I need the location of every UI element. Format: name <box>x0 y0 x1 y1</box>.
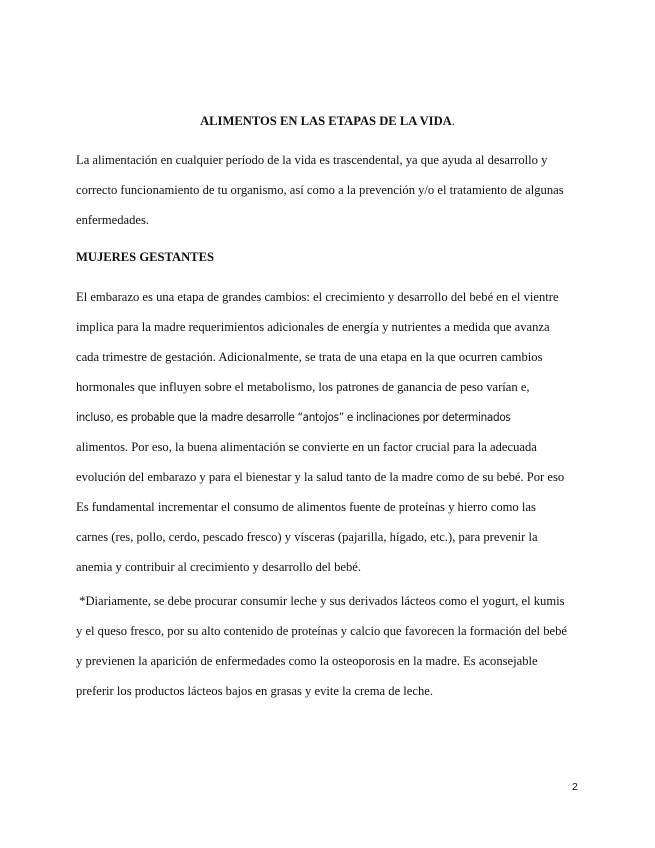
intro-line: enfermedades. <box>76 213 150 227</box>
dairy-paragraph <box>76 594 591 714</box>
intro-paragraph <box>76 153 591 243</box>
body-line: y el queso fresco, por su alto contenido de proteínas y calcio que favorecen la formación del bebé <box>76 624 567 638</box>
page-number: 2 <box>572 781 578 793</box>
body-line: El embarazo es una etapa de grandes cambios: el crecimiento y desarrollo del bebé en el vientre <box>76 290 559 304</box>
body-line: preferir los productos lácteos bajos en grasas y evite la crema de leche. <box>76 684 434 698</box>
body-line: Es fundamental incrementar el consumo de alimentos fuente de proteínas y hierro como las <box>76 500 536 514</box>
intro-line: La alimentación en cualquier período de la vida es trascendental, ya que ayuda al desarrollo y <box>76 153 548 167</box>
body-line: carnes (res, pollo, cerdo, pescado fresco) y vísceras (pajarilla, hígado, etc.), para prevenir la <box>76 530 538 544</box>
body-line: incluso, es probable que la madre desarrolle “antojos” e inclinaciones por determinados <box>76 410 511 424</box>
body-line: *Diariamente, se debe procurar consumir leche y sus derivados lácteos como el yogurt, el kumis <box>76 594 565 608</box>
document-title-text: ALIMENTOS EN LAS ETAPAS DE LA VIDA <box>200 114 452 128</box>
document-title <box>0 114 655 129</box>
body-line: y previenen la aparición de enfermedades como la osteoporosis en la madre. Es aconsejable <box>76 654 538 668</box>
body-line: alimentos. Por eso, la buena alimentación se convierte en un factor crucial para la adecuada <box>76 440 537 454</box>
body-line: cada trimestre de gestación. Adicionalmente, se trata de una etapa en la que ocurren cambios <box>76 350 543 364</box>
intro-line: correcto funcionamiento de tu organismo, así como a la prevención y/o el tratamiento de algunas <box>76 183 564 197</box>
section-heading: MUJERES GESTANTES <box>76 250 214 264</box>
body-line: hormonales que influyen sobre el metabolismo, los patrones de ganancia de peso varían e, <box>76 380 530 394</box>
pregnancy-paragraph <box>76 290 591 590</box>
body-line: evolución del embarazo y para el bienestar y la salud tanto de la madre como de su bebé. Por eso <box>76 470 565 484</box>
body-line: anemia y contribuir al crecimiento y desarrollo del bebé. <box>76 560 361 574</box>
document-title-period: . <box>451 114 455 128</box>
body-line: implica para la madre requerimientos adicionales de energía y nutrientes a medida que avanza <box>76 320 550 334</box>
